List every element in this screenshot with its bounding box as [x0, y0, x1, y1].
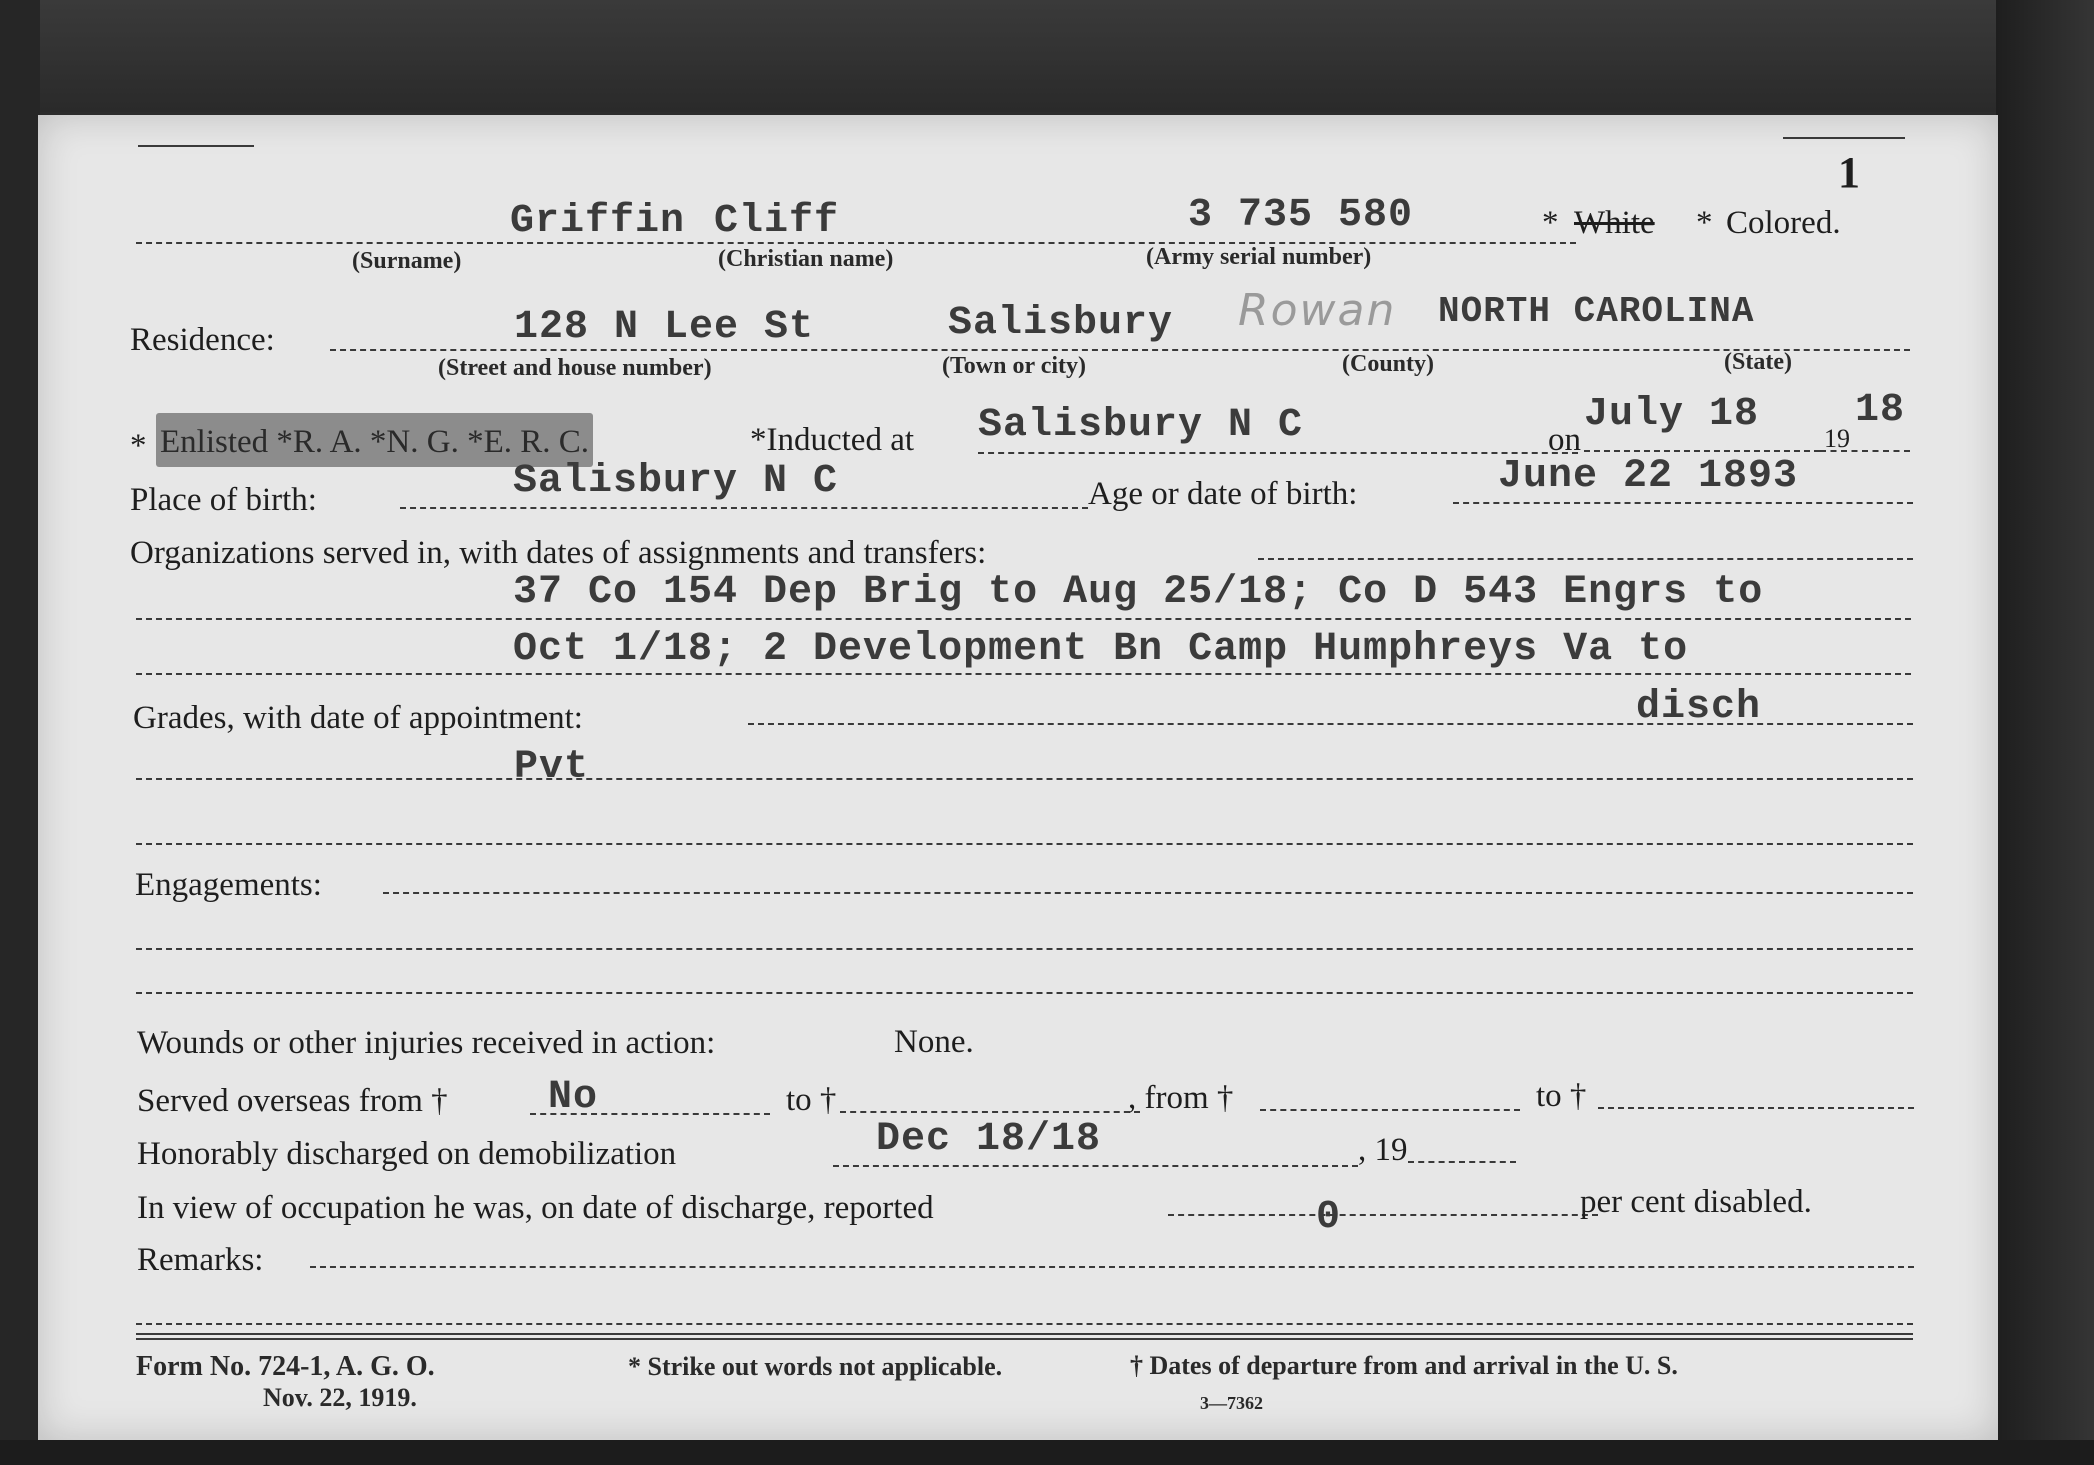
overseas-from2-label: , from †	[1128, 1080, 1234, 1116]
inducted-line	[978, 452, 1578, 454]
inducted-year-line	[1820, 450, 1910, 452]
inducted-year-value: 18	[1855, 388, 1906, 433]
christian-name-value: Cliff	[714, 199, 840, 244]
remarks-label: Remarks:	[137, 1242, 264, 1278]
background-bottom	[0, 1440, 2094, 1465]
wounds-label: Wounds or other injuries received in action:	[137, 1025, 716, 1061]
remarks-line-0	[310, 1266, 1914, 1268]
county-caption: (County)	[1342, 351, 1435, 377]
discharge-label: Honorably discharged on demobilization	[137, 1136, 677, 1172]
colored-option: Colored.	[1726, 205, 1841, 241]
residence-state-value: NORTH CAROLINA	[1438, 291, 1755, 332]
top-left-rule	[138, 145, 254, 147]
residence-town-value: Salisbury	[948, 301, 1174, 346]
state-caption: (State)	[1724, 349, 1792, 375]
wounds-value: None.	[894, 1024, 974, 1060]
place-of-birth-line	[400, 507, 1088, 509]
card-number: 1	[1838, 148, 1860, 197]
surname-caption: (Surname)	[352, 248, 462, 274]
print-code: 3—7362	[1200, 1393, 1263, 1413]
organizations-rule-1	[136, 618, 1911, 620]
overseas-to-label: to †	[786, 1082, 837, 1118]
organizations-label: Organizations served in, with dates of assignments and transfers:	[130, 535, 987, 571]
discharge-year-line	[1408, 1161, 1516, 1163]
grades-rule-2	[136, 843, 1913, 845]
inducted-label: *Inducted at	[750, 422, 915, 458]
background-right	[1996, 0, 2094, 1465]
colored-asterisk: *	[1696, 205, 1713, 241]
overseas-to2-line	[1598, 1107, 1914, 1109]
disability-label: In view of occupation he was, on date of discharge, reported	[137, 1190, 934, 1226]
grade-value: Pvt	[514, 745, 590, 790]
discharge-line	[833, 1165, 1358, 1167]
serial-number-value: 3 735 580	[1188, 193, 1414, 238]
disability-value: 0	[1316, 1195, 1342, 1240]
grades-label: Grades, with date of appointment:	[133, 700, 583, 736]
departure-dates-note: † Dates of departure from and arrival in the U. S.	[1130, 1351, 1678, 1380]
enlistment-type-shaded: Enlisted *R. A. *N. G. *E. R. C.	[156, 413, 593, 467]
organizations-line-0	[1258, 558, 1913, 560]
organizations-line-2: Oct 1/18; 2 Development Bn Camp Humphreys Va to	[513, 627, 1689, 672]
engagements-line-0	[383, 892, 1913, 894]
inducted-date-line	[1584, 450, 1820, 452]
engagements-label: Engagements:	[135, 867, 322, 903]
inducted-year-prefix: 19	[1824, 424, 1850, 453]
age-label: Age or date of birth:	[1088, 476, 1358, 512]
birth-date-value: June 22 1893	[1498, 454, 1799, 499]
organizations-line-3: disch	[1636, 685, 1762, 730]
form-number: Form No. 724-1, A. G. O.	[136, 1351, 435, 1382]
enlisted-asterisk: *	[130, 428, 147, 464]
overseas-from-line	[530, 1113, 770, 1115]
discharge-year-label: , 19	[1358, 1132, 1408, 1168]
street-caption: (Street and house number)	[438, 355, 712, 381]
christian-name-caption: (Christian name)	[718, 246, 894, 272]
white-asterisk: *	[1542, 205, 1559, 241]
disability-line	[1168, 1214, 1598, 1216]
background-top	[0, 0, 2094, 112]
overseas-from-value: No	[548, 1075, 599, 1120]
overseas-to2-label: to †	[1536, 1078, 1587, 1114]
footer-rule-2	[136, 1338, 1913, 1340]
on-label: on	[1548, 422, 1581, 458]
overseas-from-label: Served overseas from †	[137, 1083, 448, 1119]
strike-out-note: * Strike out words not applicable.	[628, 1352, 1003, 1381]
residence-county-value: Rowan	[1238, 285, 1397, 336]
engagements-rule-1	[136, 948, 1913, 950]
inducted-place-value: Salisbury N C	[978, 403, 1304, 448]
surname-value: Griffin	[510, 199, 686, 244]
engagements-rule-2	[136, 992, 1913, 994]
organizations-line-1: 37 Co 154 Dep Brig to Aug 25/18; Co D 543 Engrs to	[513, 570, 1764, 615]
white-option: White	[1574, 205, 1655, 241]
background-left	[0, 0, 40, 1465]
age-line	[1453, 502, 1913, 504]
residence-label: Residence:	[130, 322, 275, 358]
grades-rule-1	[136, 778, 1913, 780]
form-date: Nov. 22, 1919.	[263, 1383, 417, 1412]
inducted-date-value: July 18	[1584, 392, 1760, 437]
place-of-birth-value: Salisbury N C	[513, 459, 839, 504]
overseas-to-line	[840, 1111, 1140, 1113]
organizations-rule-2	[136, 673, 1911, 675]
remarks-rule-1	[136, 1323, 1913, 1325]
serial-number-caption: (Army serial number)	[1146, 244, 1372, 270]
top-right-rule	[1783, 137, 1905, 139]
overseas-from2-line	[1260, 1109, 1520, 1111]
residence-street-value: 128 N Lee St	[514, 305, 815, 350]
disability-suffix: per cent disabled.	[1580, 1184, 1812, 1220]
footer-rule-1	[136, 1333, 1913, 1335]
town-caption: (Town or city)	[942, 353, 1086, 379]
discharge-date-value: Dec 18/18	[876, 1117, 1102, 1162]
place-of-birth-label: Place of birth:	[130, 482, 317, 518]
service-record-card	[38, 115, 1998, 1440]
